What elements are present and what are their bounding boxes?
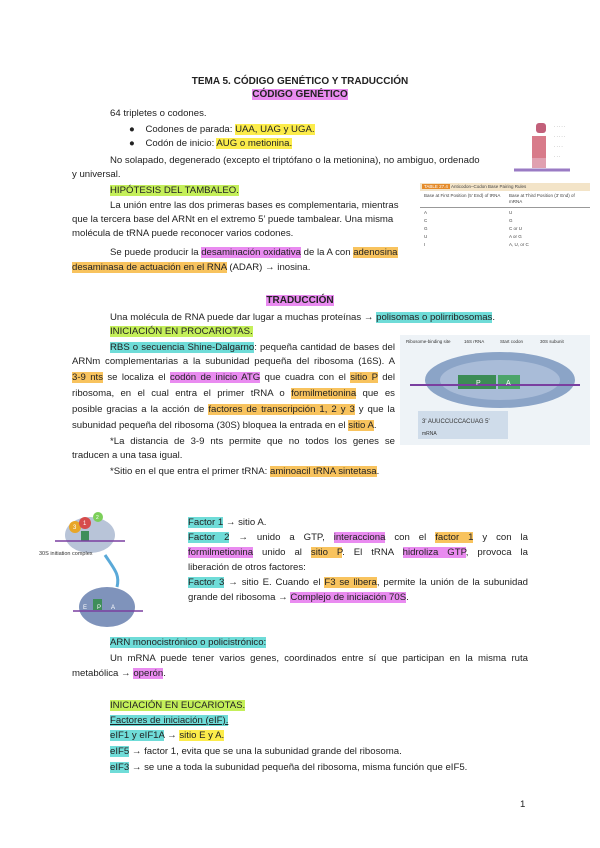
ribo-sub-label: 30S subunit <box>540 339 564 344</box>
start-codon-item: ● Codón de inicio: AUG o metionina. <box>129 138 293 149</box>
properties-line2: y universal. <box>72 169 121 180</box>
svg-text:3: 3 <box>73 525 77 531</box>
arn-line2: metabólica → operón. <box>72 668 166 679</box>
stop-codons-item: ● Codones de parada: UAA, UAG y UGA. <box>129 124 315 135</box>
initiation-complex-diagram <box>35 495 160 635</box>
eif5-line: eIF5 → factor 1, evita que se una la subunidad grande del ribosoma. <box>110 746 402 757</box>
note-trna-site: *Sitio en el que entra el primer tRNA: aminoacil tRNA sintetasa. <box>110 466 380 477</box>
triplets-text: 64 tripletes o codones. <box>110 108 207 119</box>
ribo-p-label: P <box>476 380 481 387</box>
wobble-line2: que la tercera base del ARNt en el extremo 5’ puede tambalear. Una misma <box>72 214 394 225</box>
ribo-seq-label: 3' AUUCCUCCACUAG 5' <box>422 419 490 425</box>
page-title: TEMA 5. CÓDIGO GENÉTICO Y TRADUCCIÓN <box>191 76 409 87</box>
ribo-mrna-label: mRNA <box>422 431 437 437</box>
factor3-line1: Factor 3 → sitio E. Cuando el F3 se libera, permite la unión de la subunidad <box>188 577 528 588</box>
note-distance-line2: traducen a una tasa igual. <box>72 450 183 461</box>
ribo-rbs-label: Ribosome-binding site <box>406 339 451 344</box>
rbs-line5: posible gracias a la acción de factores de transcripción 1, 2 y 3 y que la <box>72 404 395 415</box>
factor3-line2: grande del ribosoma → Complejo de iniciación 70S. <box>188 592 409 603</box>
wobble-line1: La unión entre las dos primeras bases es complementaria, mientras <box>110 200 399 211</box>
section-heading-traduccion: TRADUCCIÓN <box>266 295 334 306</box>
svg-text:E: E <box>83 605 88 611</box>
wobble-table: TABLE 27.4 Anticodon–Codon Base Pairing Rules Base at First Position (5’ End) of tRNA Base at Third Position (3’ End) of mRNA A U C G G C or U U A or G I A, U, or C <box>420 183 590 263</box>
euk-title: INICIACIÓN EN EUCARIOTAS. <box>110 700 246 711</box>
factor2-line3: liberación de otros factores: <box>188 562 306 573</box>
note-distance-line1: *La distancia de 3-9 nts permite que no todos los genes se <box>110 436 395 447</box>
ribo-start-label: Start codon <box>500 339 524 344</box>
section-heading-codigo: CÓDIGO GENÉTICO <box>252 89 348 100</box>
polysome-line: Una molécula de RNA puede dar lugar a muchas proteínas → polisomas o polirribosomas. <box>110 312 496 323</box>
page-number: 1 <box>520 799 526 810</box>
rbs-line4: ribosoma, en el cual entra el primer tRNA o formilmetionina que es <box>72 388 395 399</box>
factor1-line: Factor 1 → sitio A. <box>188 517 267 528</box>
rbs-line1: RBS o secuencia Shine-Dalgarno: pequeña cantidad de bases del <box>110 342 395 353</box>
eif1-line: eIF1 y eIF1A → sitio E y A. <box>110 730 225 741</box>
svg-text:· · · ·: · · · · <box>554 144 563 149</box>
arn-line1: Un mRNA puede tener varios genes, coordinados entre sí que participan en la misma ruta <box>110 653 528 664</box>
factor2-line1: Factor 2 → unido a GTP, interacciona con el factor 1 y con la <box>188 532 528 543</box>
prok-title: INICIACIÓN EN PROCARIOTAS. <box>110 326 253 337</box>
svg-text:· · ·: · · · <box>554 154 561 159</box>
deamination-line1: Se puede producir la desaminación oxidativa de la A con adenosina <box>110 247 398 258</box>
deamination-line2: desaminasa de actuación en el RNA (ADAR) → inosina. <box>72 262 311 273</box>
rbs-line3: 3-9 nts se localiza el codón de inicio ATG que cuadra con el sitio P del <box>72 372 396 383</box>
trna-diagram <box>510 118 588 180</box>
arn-title: ARN monocistrónico o policistrónico: <box>110 637 267 648</box>
ribosome-rbs-diagram <box>400 335 590 445</box>
euk-factors: Factores de iniciación (eIF). <box>110 715 229 726</box>
factor2-line2: formilmetionina unido al sitio P. El tRNA hidroliza GTP, provoca la <box>188 547 528 558</box>
properties-line1: No solapado, degenerado (excepto el triptófano o la metionina), no ambiguo, ordenado <box>110 155 480 166</box>
svg-text:· · · · ·: · · · · · <box>554 124 566 129</box>
wobble-title: HIPÓTESIS DEL TAMBALEO. <box>110 185 239 196</box>
svg-text:2: 2 <box>96 515 99 521</box>
svg-text:1: 1 <box>83 521 87 527</box>
eif3-line: eIF3 → se une a toda la subunidad pequeña del ribosoma, misma función que eIF5. <box>110 762 468 773</box>
svg-text:· · · · ·: · · · · · <box>554 134 566 139</box>
svg-text:A: A <box>111 605 116 611</box>
svg-text:P: P <box>97 605 102 611</box>
ribo-rrna-label: 16S rRNA <box>464 339 485 344</box>
rbs-line2: ARNm complementarias a la subunidad pequeña del ribosoma (16S). A <box>72 356 395 367</box>
wobble-line3: molécula de tRNA puede reconocer varios codones. <box>72 228 294 239</box>
ribo-a-label: A <box>506 380 511 387</box>
svg-text:30S initiation complex: 30S initiation complex <box>39 551 93 557</box>
rbs-line6: subunidad pequeña del ribosoma (30S) bloquea la entrada en el sitio A. <box>72 420 377 431</box>
